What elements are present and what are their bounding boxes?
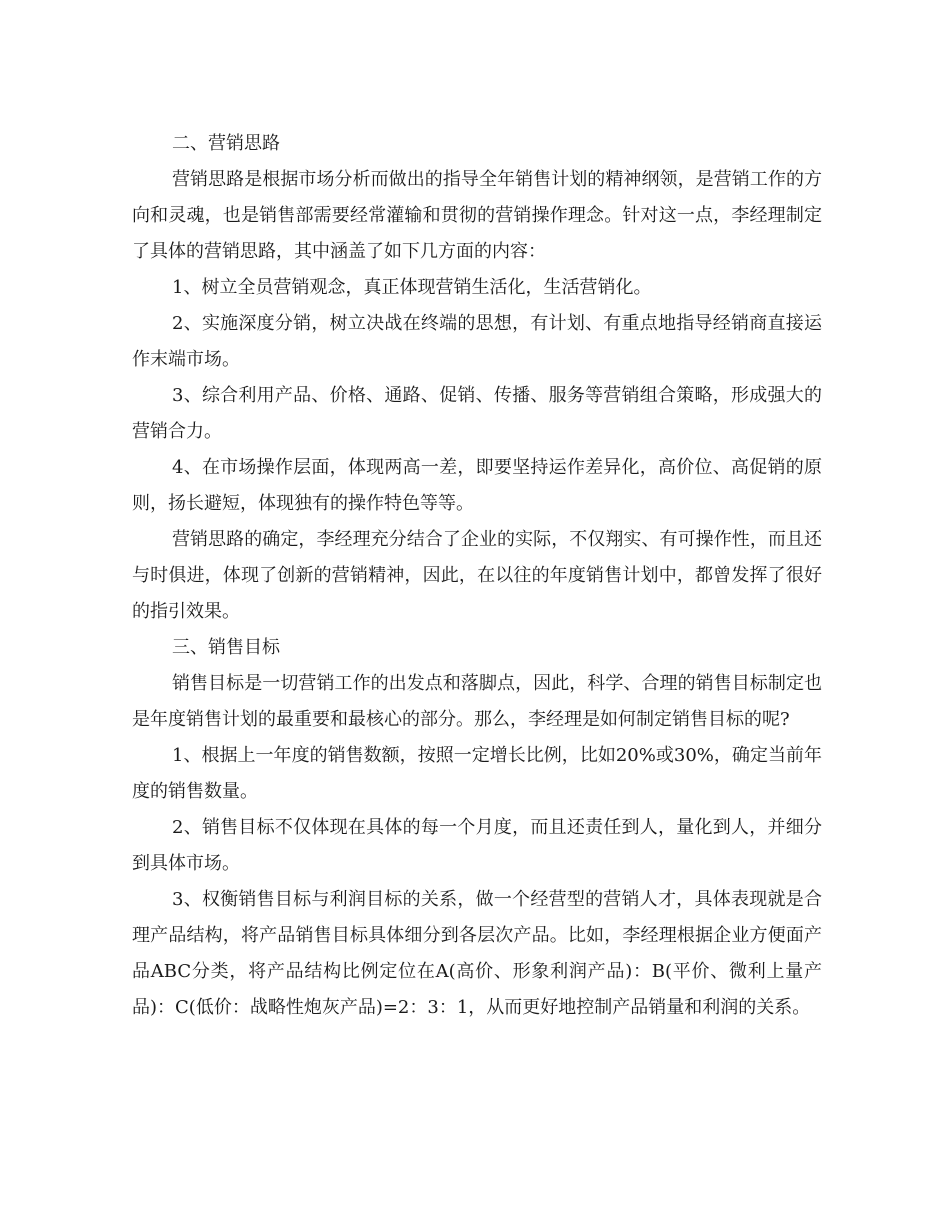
paragraph: 营销思路是根据市场分析而做出的指导全年销售计划的精神纲领，是营销工作的方向和灵魂，也是销售部需要经常灌输和贯彻的营销操作理念。针对这一点，李经理制定了具体的营销思路，其中涵盖了如下几方面的内容： [132,169,822,262]
paragraph: 销售目标是一切营销工作的出发点和落脚点，因此，科学、合理的销售目标制定也是年度销售计划的最重要和最核心的部分。那么，李经理是如何制定销售目标的呢? [132,673,822,730]
paragraph: 营销思路的确定，李经理充分结合了企业的实际，不仅翔实、有可操作性，而且还与时俱进，体现了创新的营销精神，因此，在以往的年度销售计划中，都曾发挥了很好的指引效果。 [132,529,822,622]
list-item: 1、根据上一年度的销售数额，按照一定增长比例，比如20%或30%，确定当前年度的销售数量。 [132,745,822,802]
section-heading-sales-targets: 三、销售目标 [172,637,280,658]
document-body [132,126,822,1026]
list-item: 2、销售目标不仅体现在具体的每一个月度，而且还责任到人，量化到人，并细分到具体市场。 [132,817,822,874]
list-item: 3、权衡销售目标与利润目标的关系，做一个经营型的营销人才，具体表现就是合理产品结构，将产品销售目标具体细分到各层次产品。比如，李经理根据企业方便面产品ABC分类，将产品结构比例定位在A(高价、形象利润产品)：B(平价、微利上量产品)：C(低价：战略性炮灰产品)=2：3：1，从而更好地控制产品销量和利润的关系。 [132,889,822,1018]
list-item: 3、综合利用产品、价格、通路、促销、传播、服务等营销组合策略，形成强大的营销合力。 [132,385,822,442]
list-item: 2、实施深度分销，树立决战在终端的思想，有计划、有重点地指导经销商直接运作末端市场。 [132,313,822,370]
list-item: 1、树立全员营销观念，真正体现营销生活化，生活营销化。 [172,277,652,298]
list-item: 4、在市场操作层面，体现两高一差，即要坚持运作差异化，高价位、高促销的原则，扬长避短，体现独有的操作特色等等。 [132,457,822,514]
section-heading-marketing-ideas: 二、营销思路 [172,133,280,154]
